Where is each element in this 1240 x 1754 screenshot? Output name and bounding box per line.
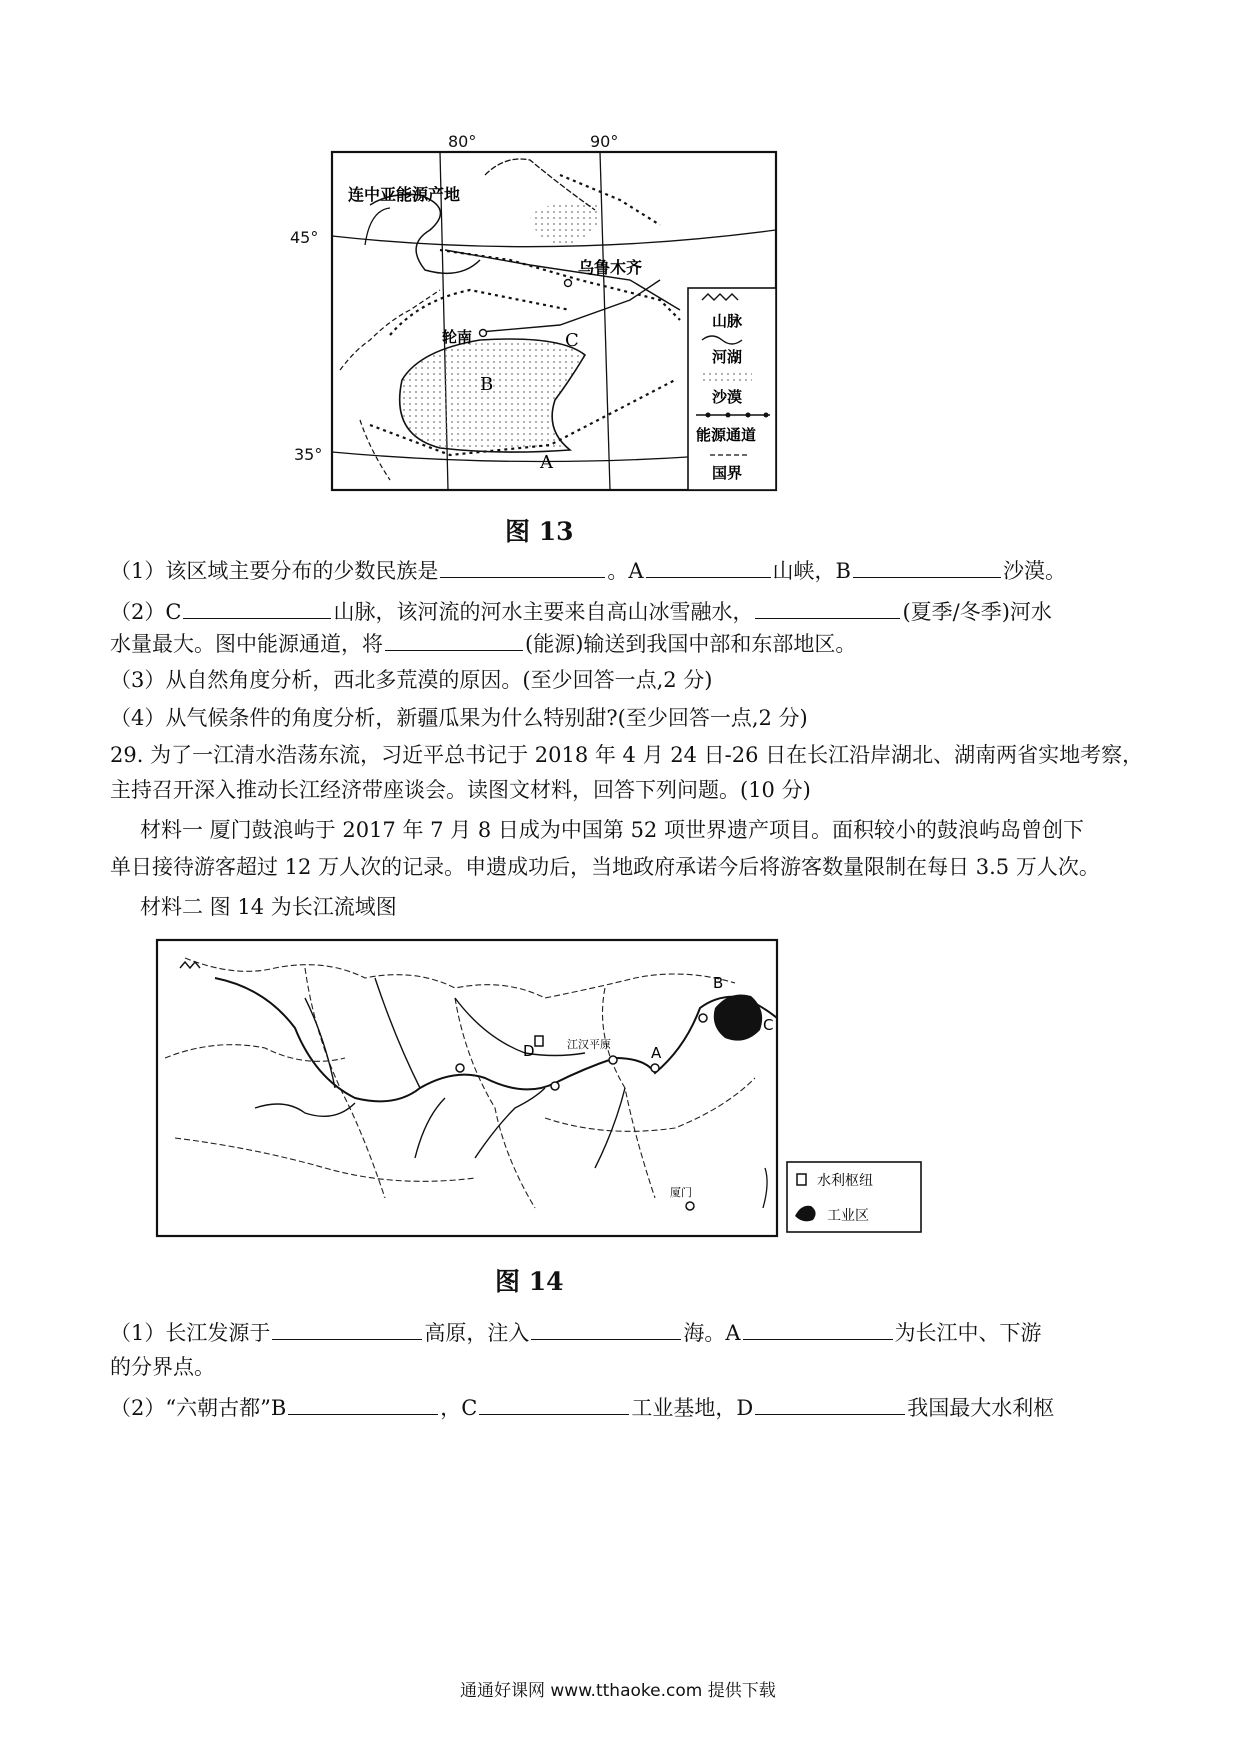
label-b: B bbox=[480, 374, 494, 395]
lat-45-label: 45° bbox=[290, 228, 319, 247]
label-b: B bbox=[713, 974, 724, 992]
answer-blank[interactable] bbox=[385, 628, 523, 651]
q28-4: （4）从气候条件的角度分析，新疆瓜果为什么特别甜?(至少回答一点,2 分) bbox=[110, 706, 808, 730]
q28-2-cont: 水量最大。图中能源通道，将 (能源)输送到我国中部和东部地区。 bbox=[110, 628, 856, 659]
gurbantunggut-desert bbox=[530, 202, 601, 245]
tianshan-mountains bbox=[440, 250, 680, 320]
label-jianghan-plain: 江汉平原 bbox=[567, 1038, 611, 1051]
q28-1: （1）该区域主要分布的少数民族是 。A 山峡，B 沙漠。 bbox=[110, 555, 1066, 586]
material-1-line1: 材料一 厦门鼓浪屿于 2017 年 7 月 8 日成为中国第 52 项世界遗产项目。面积较小的鼓浪屿岛曾创下 bbox=[140, 818, 1084, 842]
q28-3: （3）从自然角度分析，西北多荒漠的原因。(至少回答一点,2 分) bbox=[110, 668, 713, 692]
q29-line1: 29. 为了一江清水浩荡东流，习近平总书记于 2018 年 4 月 24 日-26 日在长江沿岸湖北、湖南两省实地考察， bbox=[110, 743, 1144, 767]
label-c: C bbox=[763, 1016, 774, 1034]
answer-blank[interactable] bbox=[853, 555, 1001, 578]
answer-blank[interactable] bbox=[646, 555, 771, 578]
luntai-marker bbox=[480, 330, 487, 337]
q29-1: （1）长江发源于 高原，注入 海。A 为长江中、下游 bbox=[110, 1317, 1042, 1348]
q29-1-cont: 的分界点。 bbox=[110, 1355, 215, 1379]
answer-blank[interactable] bbox=[183, 596, 331, 619]
energy-source-label: 连中亚能源产地 bbox=[348, 185, 461, 204]
label-a: A bbox=[540, 452, 553, 473]
answer-blank[interactable] bbox=[755, 1392, 905, 1415]
answer-blank[interactable] bbox=[272, 1317, 422, 1340]
material-1-line2: 单日接待游客超过 12 万人次的记录。申遗成功后，当地政府承诺今后将游客数量限制在每日 3.5 万人次。 bbox=[110, 855, 1100, 879]
q28-2: （2）C 山脉，该河流的河水主要来自高山冰雪融水， (夏季/冬季)河水 bbox=[110, 596, 1052, 627]
lon-90-label: 90° bbox=[590, 132, 619, 151]
lon-80-label: 80° bbox=[448, 132, 477, 151]
answer-blank[interactable] bbox=[531, 1317, 681, 1340]
legend-energy-channel: 能源通道 bbox=[696, 426, 757, 444]
label-xiamen: 厦门 bbox=[670, 1186, 692, 1199]
label-a: A bbox=[651, 1044, 662, 1062]
figure-13-map bbox=[330, 150, 780, 495]
taklimakan-desert bbox=[400, 339, 585, 452]
figure-14-legend bbox=[785, 1160, 925, 1234]
answer-blank[interactable] bbox=[288, 1392, 438, 1415]
label-d: D bbox=[523, 1042, 535, 1060]
figure-14-map bbox=[155, 938, 785, 1238]
answer-blank[interactable] bbox=[479, 1392, 629, 1415]
legend-industrial-zone: 工业区 bbox=[827, 1208, 869, 1224]
yangtze-river bbox=[215, 978, 777, 1101]
figure-13-caption: 图 13 bbox=[505, 517, 574, 546]
answer-blank[interactable] bbox=[755, 596, 900, 619]
q29-2: （2）“六朝古都”B ，C 工业基地，D 我国最大水利枢 bbox=[110, 1392, 1054, 1423]
legend-water-project: 水利枢纽 bbox=[817, 1173, 873, 1189]
figure-14-caption: 图 14 bbox=[495, 1267, 564, 1296]
urumqi-label: 乌鲁木齐 bbox=[578, 258, 643, 277]
urumqi-marker bbox=[565, 280, 572, 287]
legend-border: 国界 bbox=[712, 464, 743, 482]
answer-blank[interactable] bbox=[440, 555, 605, 578]
material-2: 材料二 图 14 为长江流域图 bbox=[140, 895, 397, 919]
lat-35-label: 35° bbox=[294, 445, 323, 464]
energy-channel bbox=[445, 250, 680, 310]
legend-river-lake: 河湖 bbox=[712, 348, 743, 366]
three-gorges-dam-marker bbox=[535, 1036, 543, 1046]
legend-desert: 沙漠 bbox=[712, 388, 743, 406]
answer-blank[interactable] bbox=[743, 1317, 893, 1340]
footer-source: 通通好课网 www.tthaoke.com 提供下载 bbox=[460, 1681, 776, 1701]
q29-line2: 主持召开深入推动长江经济带座谈会。读图文材料，回答下列问题。(10 分) bbox=[110, 778, 811, 802]
legend-mountain: 山脉 bbox=[712, 312, 743, 330]
label-c: C bbox=[565, 330, 579, 351]
point-a-marker bbox=[651, 1064, 659, 1072]
xiamen-marker bbox=[686, 1202, 694, 1210]
luntai-label: 轮南 bbox=[442, 328, 473, 346]
nanjing-marker bbox=[699, 1014, 707, 1022]
industrial-zone-c bbox=[714, 995, 762, 1041]
